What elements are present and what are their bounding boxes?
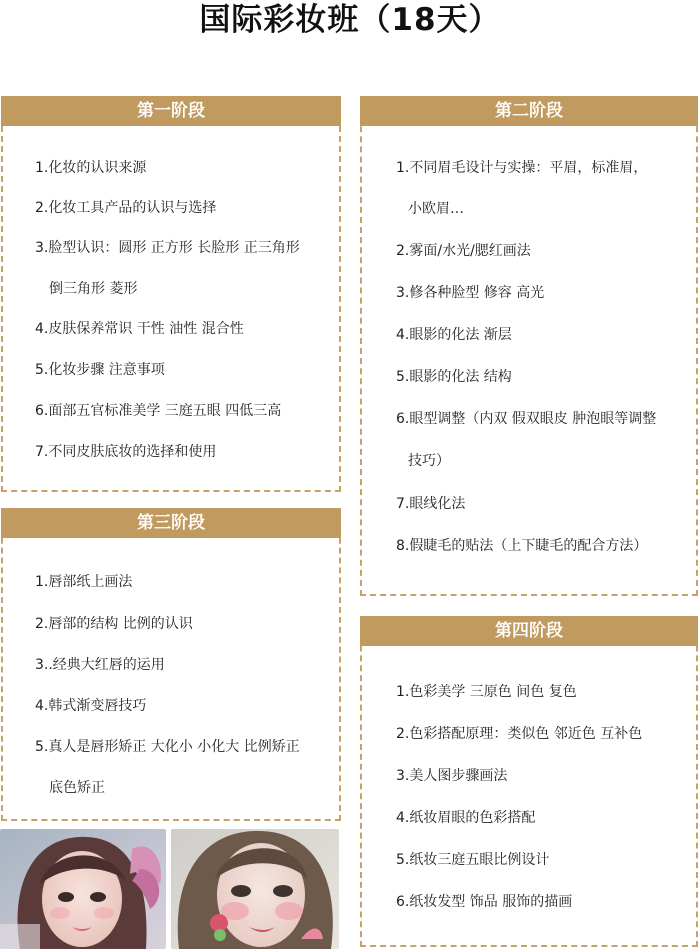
stage-2-item-5: 5.眼影的化法 结构 xyxy=(396,369,512,385)
stage-2-item-7: 7.眼线化法 xyxy=(396,496,466,512)
stage-1-header: 第一阶段 xyxy=(1,96,341,126)
stage-2-item-8: 8.假睫毛的贴法（上下睫毛的配合方法） xyxy=(396,538,648,554)
stage-1-item-3: 3.脸型认识：圆形 正方形 长脸形 正三角形 xyxy=(35,240,300,256)
stage-1-item-5: 5.化妆步骤 注意事项 xyxy=(35,362,165,378)
stage-4-item-5: 5.纸妆三庭五眼比例设计 xyxy=(396,852,550,868)
stage-3-item-2: 2.唇部的结构 比例的认识 xyxy=(35,616,193,632)
page-title: 国际彩妆班（18天） xyxy=(199,2,501,38)
stage-1-item-3-cont: 倒三角形 菱形 xyxy=(49,281,138,297)
stage-2-item-6: 6.眼型调整（内双 假双眼皮 肿泡眼等调整 xyxy=(396,411,657,427)
makeup-model-photo-2 xyxy=(171,829,339,949)
stage-4-card xyxy=(360,616,698,947)
stage-3-header: 第三阶段 xyxy=(1,508,341,538)
stage-4-item-2: 2.色彩搭配原理：类似色 邻近色 互补色 xyxy=(396,726,643,742)
stage-3-item-1: 1.唇部纸上画法 xyxy=(35,574,133,590)
stage-2-item-6-cont: 技巧） xyxy=(408,453,450,469)
stage-4-item-4: 4.纸妆眉眼的色彩搭配 xyxy=(396,810,536,826)
makeup-model-portrait-2-image xyxy=(171,829,339,949)
stage-2-item-4: 4.眼影的化法 渐层 xyxy=(396,327,512,343)
stage-2-item-1-cont: 小欧眉… xyxy=(408,201,464,217)
stage-2-item-3: 3.修各种脸型 修容 高光 xyxy=(396,285,545,301)
stage-1-item-2: 2.化妆工具产品的认识与选择 xyxy=(35,200,217,216)
stage-2-card xyxy=(360,96,698,596)
stage-2-item-2: 2.雾面/水光/腮红画法 xyxy=(396,243,531,259)
stage-4-item-1: 1.色彩美学 三原色 间色 复色 xyxy=(396,684,577,700)
stage-4-item-3: 3.美人图步骤画法 xyxy=(396,768,508,784)
makeup-model-photo-1 xyxy=(0,829,166,949)
stage-4-item-6: 6.纸妆发型 饰品 服饰的描画 xyxy=(396,894,573,910)
stage-1-item-6: 6.面部五官标准美学 三庭五眼 四低三高 xyxy=(35,403,282,419)
stage-1-item-1: 1.化妆的认识来源 xyxy=(35,160,147,176)
stage-3-card xyxy=(1,508,341,821)
stage-2-item-1: 1.不同眉毛设计与实操：平眉，标准眉， xyxy=(396,160,648,176)
stage-3-item-5-cont: 底色矫正 xyxy=(49,780,105,796)
stage-3-item-5: 5.真人是唇形矫正 大化小 小化大 比例矫正 xyxy=(35,739,300,755)
stage-4-header: 第四阶段 xyxy=(360,616,698,646)
stage-1-card xyxy=(1,96,341,492)
makeup-model-portrait-1-image xyxy=(0,829,166,949)
stage-1-item-4: 4.皮肤保养常识 干性 油性 混合性 xyxy=(35,321,244,337)
stage-2-header: 第二阶段 xyxy=(360,96,698,126)
stage-1-item-7: 7.不同皮肤底妆的选择和使用 xyxy=(35,444,217,460)
stage-3-item-4: 4.韩式渐变唇技巧 xyxy=(35,698,147,714)
stage-3-item-3: 3..经典大红唇的运用 xyxy=(35,657,165,673)
